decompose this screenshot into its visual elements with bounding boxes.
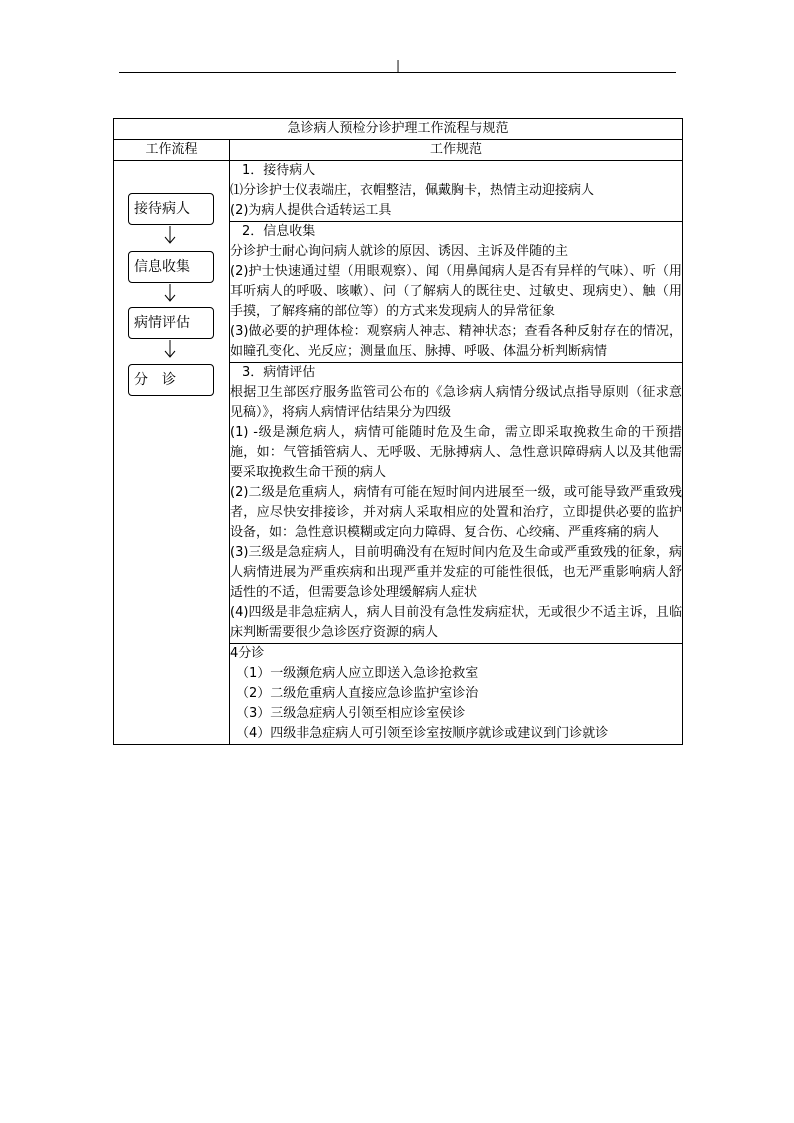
section-line: （2）二级危重病人直接应急诊监护室诊治	[236, 686, 479, 701]
section-title: 4分诊	[230, 646, 265, 661]
table-title: 急诊病人预检分诊护理工作流程与规范	[114, 119, 683, 140]
section-title: 1．接待病人	[242, 163, 316, 178]
section-triage	[230, 644, 683, 745]
section-line: (1) -级是濒危病人，病情可能随时危及生命，需立即采取挽救生命的干预措施，如：气管插管病人、无呼吸、无脉搏病人、急性意识障碍病人以及其他需要采取挽救生命干预的病人	[230, 425, 683, 480]
section-reception	[230, 161, 683, 222]
header-rule	[119, 72, 676, 73]
section-line: (2)二级是危重病人，病情有可能在短时间内进展至一级，或可能导致严重致残者，应尽快安排接诊，并对病人采取相应的处置和治疗，立即提供必要的监护设备，如：急性意识模糊或定向力障碍、复合伤、心绞痛、严重疼痛的病人	[230, 485, 683, 540]
section-assessment	[230, 363, 683, 644]
section-line: (3)三级是急症病人，目前明确没有在短时间内危及生命或严重致残的征象，病人病情进展为严重疾病和出现严重并发症的可能性很低，也无严重影响病人舒适性的不适，但需要急诊处理缓解病人症状	[230, 545, 683, 600]
workflow-table	[113, 118, 683, 745]
section-line: (2)为病人提供合适转运工具	[230, 203, 392, 218]
section-title: 3．病情评估	[242, 365, 316, 380]
arrow-down-icon	[162, 226, 178, 244]
arrow-down-icon	[162, 340, 178, 358]
column-header-flow: 工作流程	[114, 140, 230, 161]
section-line: （3）三级急症病人引领至相应诊室侯诊	[236, 706, 466, 721]
section-line: (4)四级是非急症病人，病人目前没有急性发病症状，无或很少不适主诉，且临床判断需要很少急诊医疗资源的病人	[230, 605, 683, 640]
flow-step-assessment: 病情评估	[128, 307, 214, 339]
flowchart-cell	[114, 161, 230, 745]
flow-step-triage: 分 诊	[128, 364, 214, 396]
section-line: （1）一级濒危病人应立即送入急诊抢救室	[236, 666, 479, 681]
column-header-spec: 工作规范	[230, 140, 683, 161]
section-line: （4）四级非急症病人可引领至诊室按顺序就诊或建议到门诊就诊	[236, 726, 609, 741]
section-line: (2)护士快速通过望（用眼观察）、闻（用鼻闻病人是否有异样的气味）、听（用耳听病人的呼吸、咳嗽）、问（了解病人的既往史、过敏史、现病史）、触（用手摸，了解疼痛的部位等）的方式来发现病人的异常征象	[230, 264, 683, 319]
flow-step-reception: 接待病人	[128, 193, 214, 225]
section-line: 根据卫生部医疗服务监管司公布的《急诊病人病情分级试点指导原则（征求意见稿）》，将病人病情评估结果分为四级	[230, 385, 683, 420]
arrow-down-icon	[162, 284, 178, 302]
section-info-collection	[230, 222, 683, 363]
section-line: (3)做必要的护理体检：观察病人神志、精神状态；查看各种反射存在的情况，如瞳孔变化、光反应；测量血压、脉搏、呼吸、体温分析判断病情	[230, 324, 683, 359]
section-line: ⑴分诊护士仪表端庄，衣帽整洁，佩戴胸卡，热情主动迎接病人	[230, 183, 595, 198]
flow-step-info-collection: 信息收集	[128, 251, 214, 283]
header-mark: |	[396, 58, 401, 72]
section-line: 分诊护士耐心询问病人就诊的原因、诱因、主诉及伴随的主	[230, 244, 569, 259]
section-title: 2．信息收集	[242, 224, 316, 239]
